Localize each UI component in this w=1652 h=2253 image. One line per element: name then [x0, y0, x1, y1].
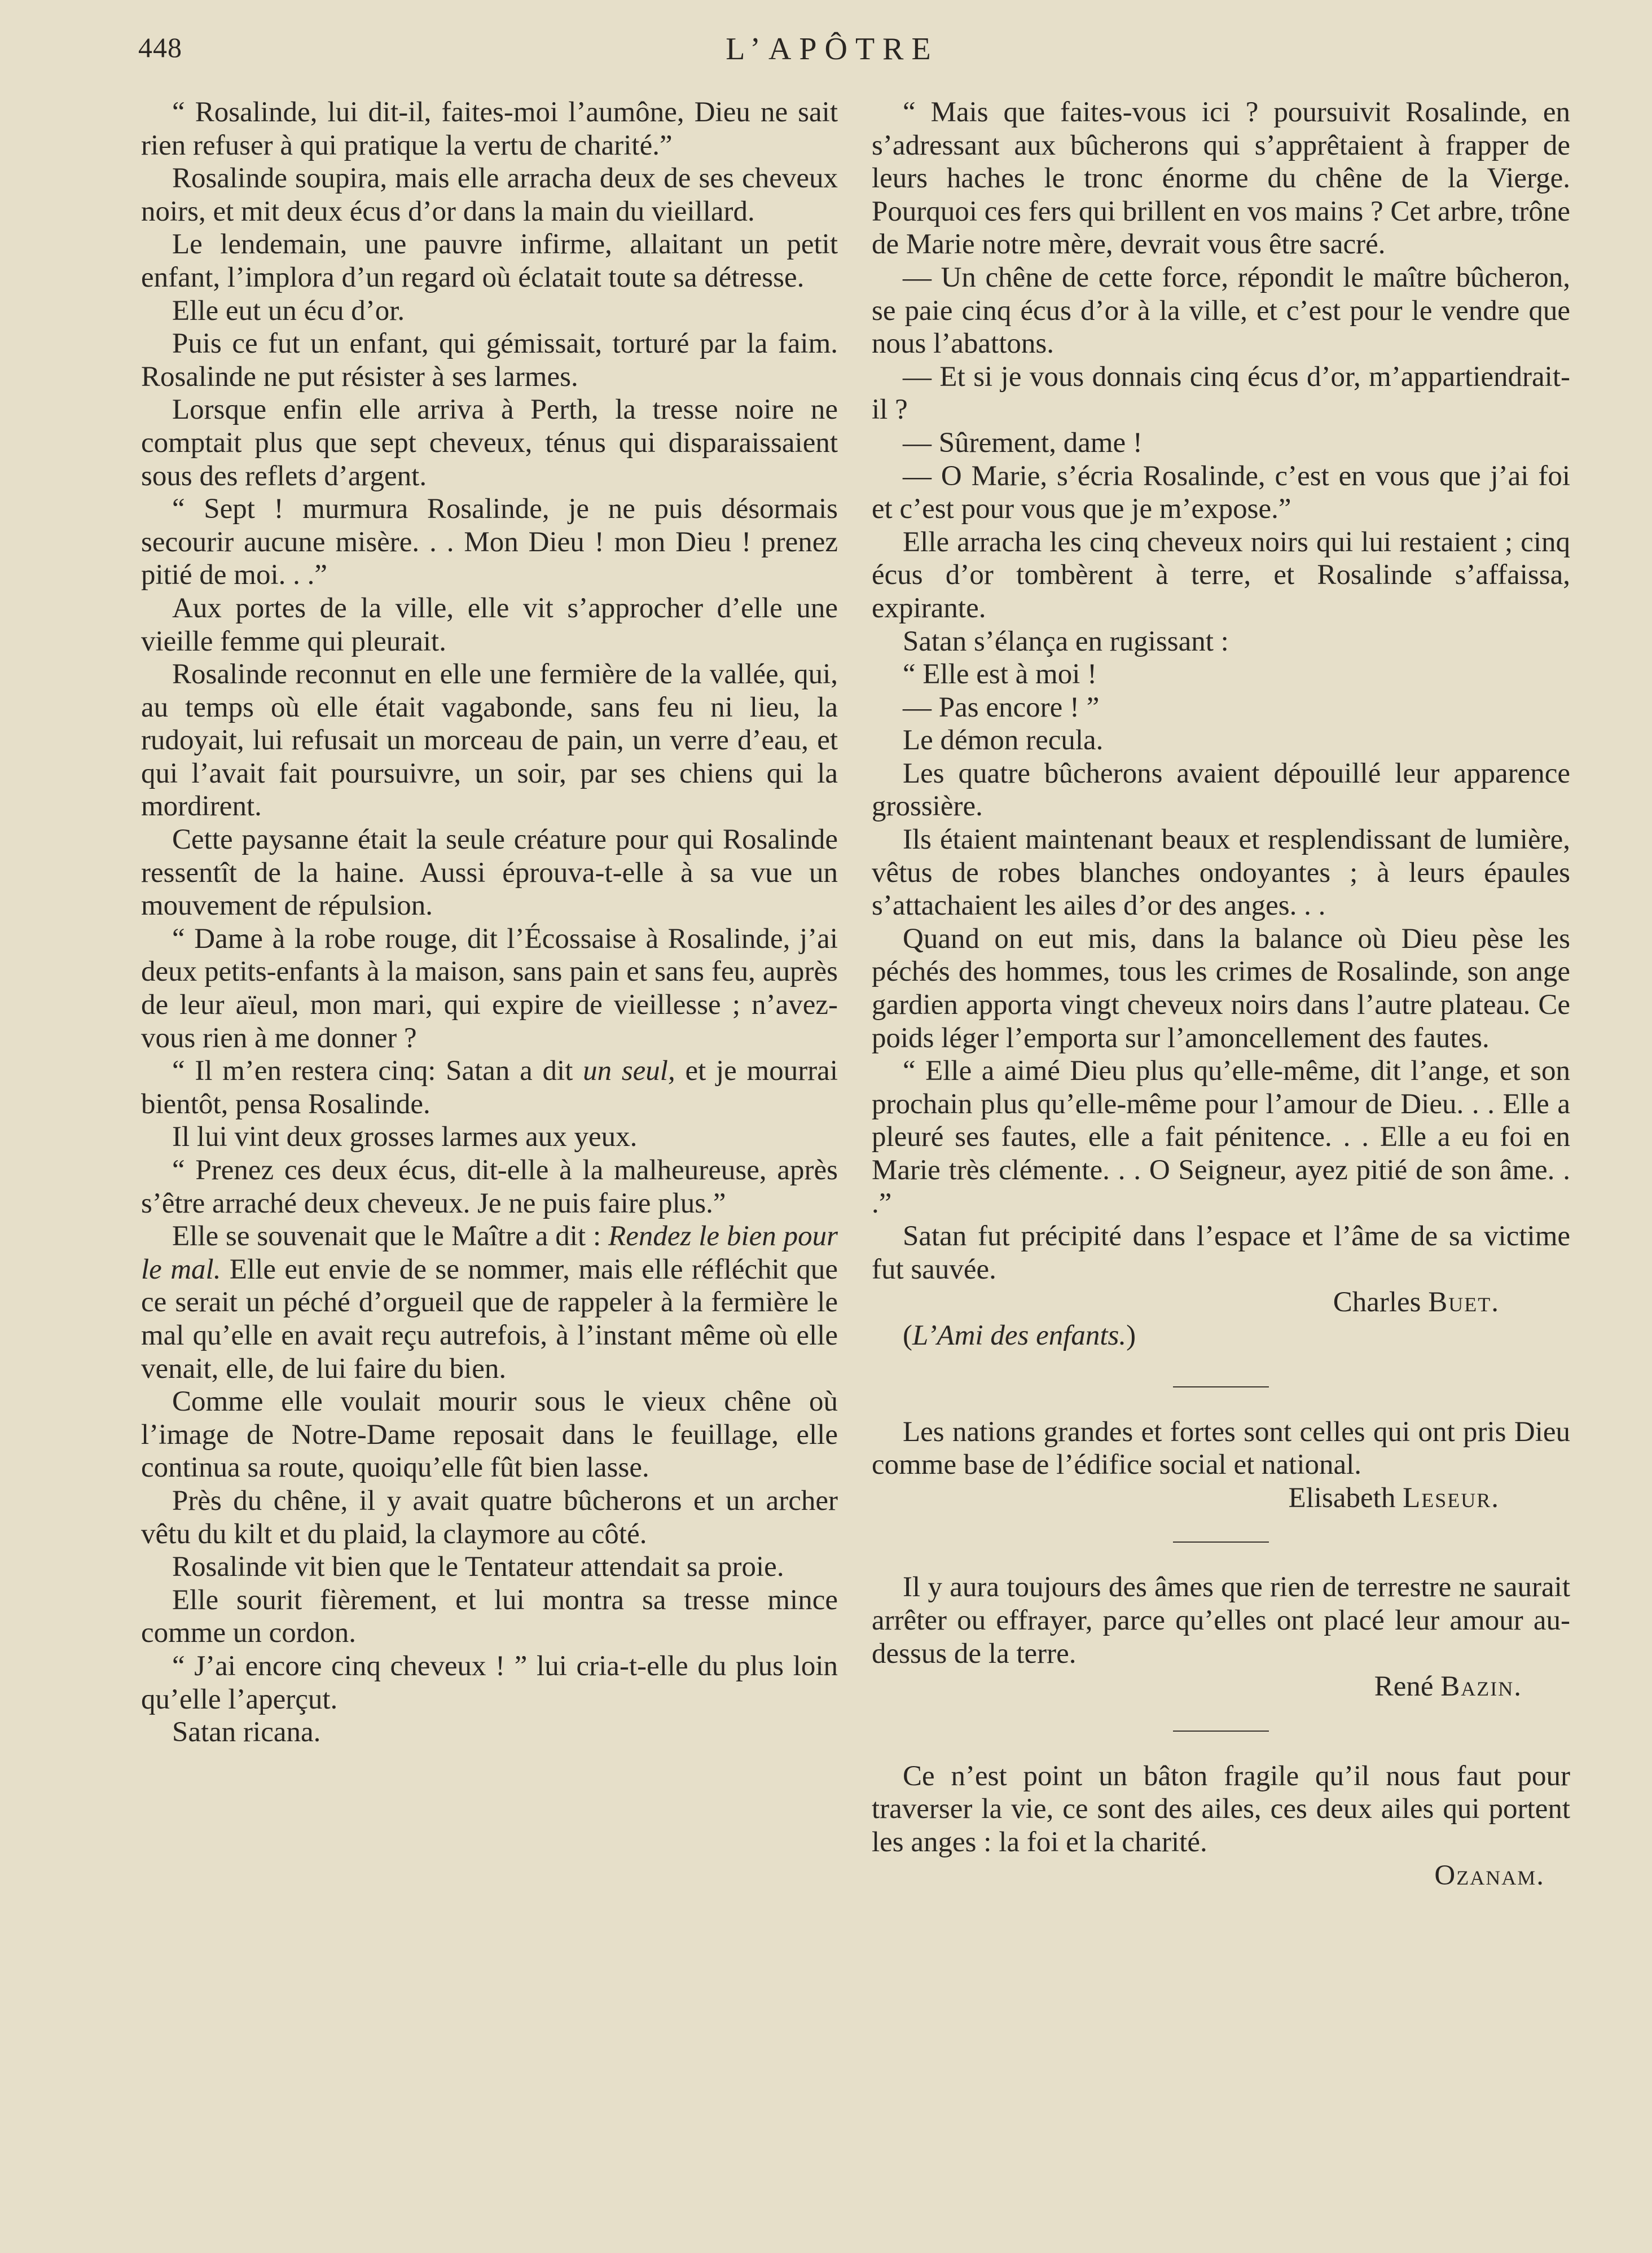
paragraph: Comme elle voulait mourir sous le vieux chêne où l’image de Notre-Dame reposait dans le feuillage, elle continua sa route, quoiqu’elle fût bien lasse.	[141, 1386, 838, 1484]
paragraph: Le démon recula.	[903, 724, 1104, 757]
source-title: L’Ami des enfants.	[912, 1319, 1127, 1351]
separator-rule	[1173, 1386, 1269, 1387]
text-run: Elle se souvenait que le Maître a dit :	[172, 1220, 609, 1253]
quote-author	[872, 1482, 1570, 1515]
quote-text: Ce n’est point un bâton fragile qu’il nous faut pour traverser la vie, ce sont des ailes, ces deux ailes qui portent les anges : la foi et la charité.	[872, 1760, 1570, 1858]
paragraph: Rosalinde reconnut en elle une fermière de la vallée, qui, au temps où elle était vagabonde, sans feu ni lieu, la rudoyait, lui refusait un morceau de pain, un verre d’eau, et qui l’avait fait poursuivre, un soir, par ses chiens qui la mordirent.	[141, 658, 838, 823]
author-first-name: Charles	[1333, 1286, 1429, 1319]
paragraph: — O Marie, s’écria Rosalinde, c’est en vous que j’ai foi et c’est pour vous que je m’expose.”	[872, 460, 1570, 525]
text-run: )	[1126, 1319, 1136, 1351]
separator-rule	[1173, 1731, 1269, 1732]
paragraph: Les quatre bûcherons avaient dépouillé leur apparence grossière.	[872, 757, 1570, 823]
paragraph: Le lendemain, une pauvre infirme, allaitant un petit enfant, l’implora d’un regard où éclatait toute sa détresse.	[141, 229, 838, 293]
author-first-name: Elisabeth	[1288, 1482, 1403, 1514]
paragraph: Elle sourit fièrement, et lui montra sa tresse mince comme un cordon.	[141, 1584, 838, 1649]
quote-author	[872, 1670, 1570, 1703]
text-run: et je mourrai bientôt, pensa Rosalinde.	[141, 1055, 838, 1120]
paragraph: Satan fut précipité dans l’espace et l’âme de sa victime fut sauvée.	[872, 1220, 1570, 1285]
quote-author	[872, 1859, 1570, 1892]
author-first-name: René	[1374, 1671, 1441, 1703]
paragraph	[141, 1055, 838, 1121]
quote-block	[872, 1760, 1570, 1892]
paragraph: Puis ce fut un enfant, qui gémissait, torturé par la faim. Rosalinde ne put résister à ses larmes.	[141, 328, 838, 393]
paragraph	[141, 1220, 838, 1385]
paragraph: — Et si je vous donnais cinq écus d’or, m’appartiendrait-il ?	[872, 361, 1570, 426]
paragraph: Quand on eut mis, dans la balance où Dieu pèse les péchés des hommes, tous les crimes de Rosalinde, son ange gardien apporta vingt cheveux noirs dans l’autre plateau. Ce poids léger l’emporta sur l’amoncellement des fautes.	[872, 923, 1570, 1054]
paragraph: “ Sept ! murmura Rosalinde, je ne puis désormais secourir aucune misère. . . Mon Dieu ! mon Dieu ! prenez pitié de moi. . .”	[141, 493, 838, 591]
paragraph: Rosalinde soupira, mais elle arracha deux de ses cheveux noirs, et mit deux écus d’or dans la main du vieillard.	[141, 163, 838, 227]
separator-rule	[1173, 1541, 1269, 1543]
page-number: 448	[138, 32, 182, 63]
text-run: (	[903, 1319, 912, 1351]
paragraph: Près du chêne, il y avait quatre bûcherons et un archer vêtu du kilt et du plaid, la claymore au côté.	[141, 1485, 838, 1550]
author-last-name: Bazin.	[1440, 1671, 1522, 1703]
paragraph: “ Dame à la robe rouge, dit l’Écossaise à Rosalinde, j’ai deux petits-enfants à la maison, sans pain et sans feu, auprès de leur aïeul, mon mari, qui expire de vieillesse ; n’avez-vous rien à me donner ?	[141, 923, 838, 1054]
paragraph: Il lui vint deux grosses larmes aux yeux.	[172, 1121, 638, 1153]
paragraph: Elle eut un écu d’or.	[172, 295, 405, 327]
paragraph: Lorsque enfin elle arriva à Perth, la tresse noire ne comptait plus que sept cheveux, ténus qui disparaissaient sous des reflets d’argent.	[141, 394, 838, 492]
quote-block	[872, 1571, 1570, 1703]
paragraph: Rosalinde vit bien que le Tentateur attendait sa proie.	[172, 1551, 784, 1583]
author-last-name: Ozanam.	[1434, 1859, 1545, 1891]
author-last-name: Leseur.	[1403, 1482, 1500, 1514]
paragraph: — Sûrement, dame !	[903, 427, 1143, 459]
quote-text: Les nations grandes et fortes sont celles qui ont pris Dieu comme base de l’édifice social et national.	[872, 1416, 1570, 1481]
paragraph: “ J’ai encore cinq cheveux ! ” lui cria-t-elle du plus loin qu’elle l’aperçut.	[141, 1650, 838, 1715]
paragraph: Ils étaient maintenant beaux et resplendissant de lumière, vêtus de robes blanches ondoyantes ; à leurs épaules s’attachaient les ailes d’or des anges. . .	[872, 824, 1570, 922]
paragraph: — Un chêne de cette force, répondit le maître bûcheron, se paie cinq écus d’or à la ville, et c’est pour le vendre que nous l’abattons.	[872, 261, 1570, 360]
italic-text: un seul,	[583, 1055, 675, 1087]
paragraph: “ Elle est à moi !	[903, 658, 1097, 691]
paragraph: Satan s’élança en rugissant :	[903, 625, 1229, 657]
paragraph: “ Prenez ces deux écus, dit-elle à la malheureuse, après s’être arraché deux cheveux. Je ne puis faire plus.”	[141, 1154, 838, 1219]
paragraph: “ Elle a aimé Dieu plus qu’elle-même, dit l’ange, et son prochain plus qu’elle-même pour l’amour de Dieu. . . Elle a pleuré ses fautes, elle a fait pénitence. . . Elle a eu foi en Marie très clémente. . . O Seigneur, ayez pitié de son âme. . .”	[872, 1055, 1570, 1219]
text-run: Elle eut envie de se nommer, mais elle réfléchit que ce serait un péché d’orgueil que de rappeler à la fermière le mal qu’elle en avait reçu autrefois, à l’instant même où elle venait, elle, de lui faire du bien.	[141, 1253, 838, 1385]
paragraph: Satan ricana.	[172, 1716, 321, 1749]
running-title: L’APÔTRE	[726, 32, 939, 67]
text-run: “ Il m’en restera cinq: Satan a dit	[172, 1055, 583, 1087]
right-column	[872, 96, 1570, 1892]
quote-block	[872, 1416, 1570, 1515]
left-column	[141, 96, 838, 1749]
paragraph: “ Rosalinde, lui dit-il, faites-moi l’aumône, Dieu ne sait rien refuser à qui pratique la vertu de charité.”	[141, 96, 838, 161]
paragraph: — Pas encore ! ”	[903, 691, 1100, 723]
paragraph: Aux portes de la ville, elle vit s’approcher d’elle une vieille femme qui pleurait.	[141, 592, 838, 657]
paragraph: Cette paysanne était la seule créature pour qui Rosalinde ressentît de la haine. Aussi éprouva-t-elle à sa vue un mouvement de répulsion.	[141, 824, 838, 922]
author-last-name: Buet.	[1428, 1286, 1500, 1319]
source-citation	[872, 1319, 1570, 1352]
page-header	[138, 31, 1526, 76]
quote-text: Il y aura toujours des âmes que rien de terrestre ne saurait arrêter ou effrayer, parce qu’elles ont placé leur amour au-dessus de la terre.	[872, 1571, 1570, 1670]
paragraph: Elle arracha les cinq cheveux noirs qui lui restaient ; cinq écus d’or tombèrent à terre, et Rosalinde s’affaissa, expirante.	[872, 526, 1570, 624]
paragraph: “ Mais que faites-vous ici ? poursuivit Rosalinde, en s’adressant aux bûcherons qui s’apprêtaient à frapper de leurs haches le tronc énorme du chêne de la Vierge. Pourquoi ces fers qui brillent en vos mains ? Cet arbre, trône de Marie notre mère, devrait vous être sacré.	[872, 96, 1570, 261]
italic-text: Rendez le bien pour le mal.	[141, 1220, 838, 1285]
author-signature	[872, 1286, 1570, 1319]
